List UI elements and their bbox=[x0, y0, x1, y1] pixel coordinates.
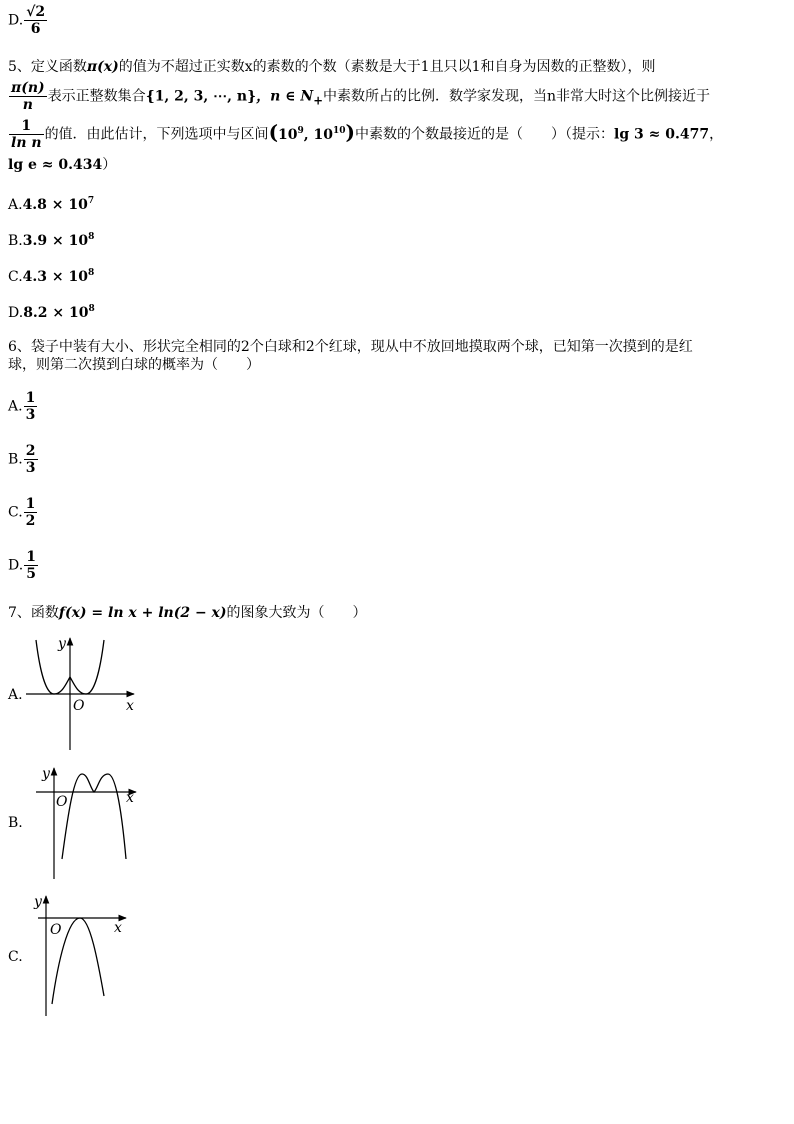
fraction: $\frac{1}{3}$ bbox=[25, 390, 36, 423]
q7-option-c-label: C. bbox=[8, 949, 23, 965]
q7-graph-a bbox=[24, 632, 144, 754]
q6-option-c: C. $\frac{1}{2}$ bbox=[8, 496, 36, 529]
fraction: $\frac{1}{2}$ bbox=[25, 496, 36, 529]
curve bbox=[62, 774, 126, 859]
q7-stem: 7、函数f(x) = ln x + ln(2 − x)的图象大致为（ ） bbox=[8, 605, 367, 621]
origin-label: O bbox=[73, 698, 85, 714]
integer-set: {1, 2, 3, ⋯, n} bbox=[145, 88, 257, 105]
q6-line-1: 6、袋子中装有大小、形状完全相同的2个白球和2个红球，现从中不放回地摸取两个球，已知第一次摸到的是红 bbox=[8, 339, 693, 355]
origin-label: O bbox=[50, 922, 62, 938]
x-label: x bbox=[126, 790, 134, 806]
q6-option-a: A. $\frac{1}{3}$ bbox=[8, 390, 36, 423]
q6-option-b: B. $\frac{2}{3}$ bbox=[8, 443, 36, 476]
y-label: y bbox=[34, 894, 42, 910]
hint-lge: lg e ≈ 0.434 bbox=[8, 157, 103, 173]
q5-option-b: $B.3.9 \times 10^8$ bbox=[8, 232, 95, 249]
q5-line-2: $\frac{\pi(n)}{n}$ 表示正整数集合{1, 2, 3, ⋯, n}，n ∈ $N_+$中素数所占的比例．数学家发现，当n非常大时这个比例接近于 bbox=[11, 80, 710, 113]
q5-line-1: 5、定义函数π(x)的值为不超过正实数x的素数的个数（素数是大于1且只以1和自身为因数的正整数），则 bbox=[8, 59, 656, 75]
q5-option-a: $A.4.8 \times 10^7$ bbox=[8, 196, 95, 213]
q5-option-d: $D.8.2 \times 10^8$ bbox=[8, 304, 95, 321]
origin-label: O bbox=[56, 794, 68, 810]
y-label: y bbox=[58, 636, 66, 652]
fraction-pi-n: $\frac{\pi(n)}{n}$ bbox=[11, 80, 45, 113]
q6-line-2: 球，则第二次摸到白球的概率为（ ） bbox=[8, 357, 260, 373]
fraction-one-over-ln: $\frac{1}{\text{ln n}}$ bbox=[11, 118, 42, 151]
option-label: D. bbox=[8, 12, 24, 29]
x-label: x bbox=[114, 920, 122, 936]
y-label: y bbox=[42, 766, 50, 782]
fraction: $\frac{√2}{6}$ bbox=[26, 4, 46, 37]
q6-option-d: D. $\frac{1}{5}$ bbox=[8, 549, 36, 582]
q7-option-b-label: B. bbox=[8, 815, 23, 831]
q4-option-d bbox=[8, 4, 48, 37]
fraction: $\frac{1}{5}$ bbox=[26, 549, 36, 582]
q5-line-3: $\frac{1}{\text{ln n}}$ 的值．由此估计，下列选项中与区间($10^9$, $10^{10}$)中素数的个数最接近的是（ ）（提示：lg 3 ≈ 0.477， bbox=[11, 118, 724, 151]
x-label: x bbox=[126, 698, 134, 714]
q7-graph-b bbox=[36, 764, 146, 884]
q7-graph-c bbox=[28, 892, 138, 1022]
function-pi: π(x) bbox=[86, 59, 119, 75]
interval: ($10^9$, $10^{10}$) bbox=[268, 119, 356, 144]
function-formula: f(x) = ln x + ln(2 − x) bbox=[58, 605, 227, 621]
fraction: $\frac{2}{3}$ bbox=[25, 443, 36, 476]
q5-option-c: $C.4.3 \times 10^8$ bbox=[8, 268, 95, 285]
hint-lg3: lg 3 ≈ 0.477 bbox=[614, 126, 710, 143]
q5-line-4: lg e ≈ 0.434） bbox=[8, 157, 117, 173]
q7-option-a-label: A. bbox=[8, 687, 23, 703]
